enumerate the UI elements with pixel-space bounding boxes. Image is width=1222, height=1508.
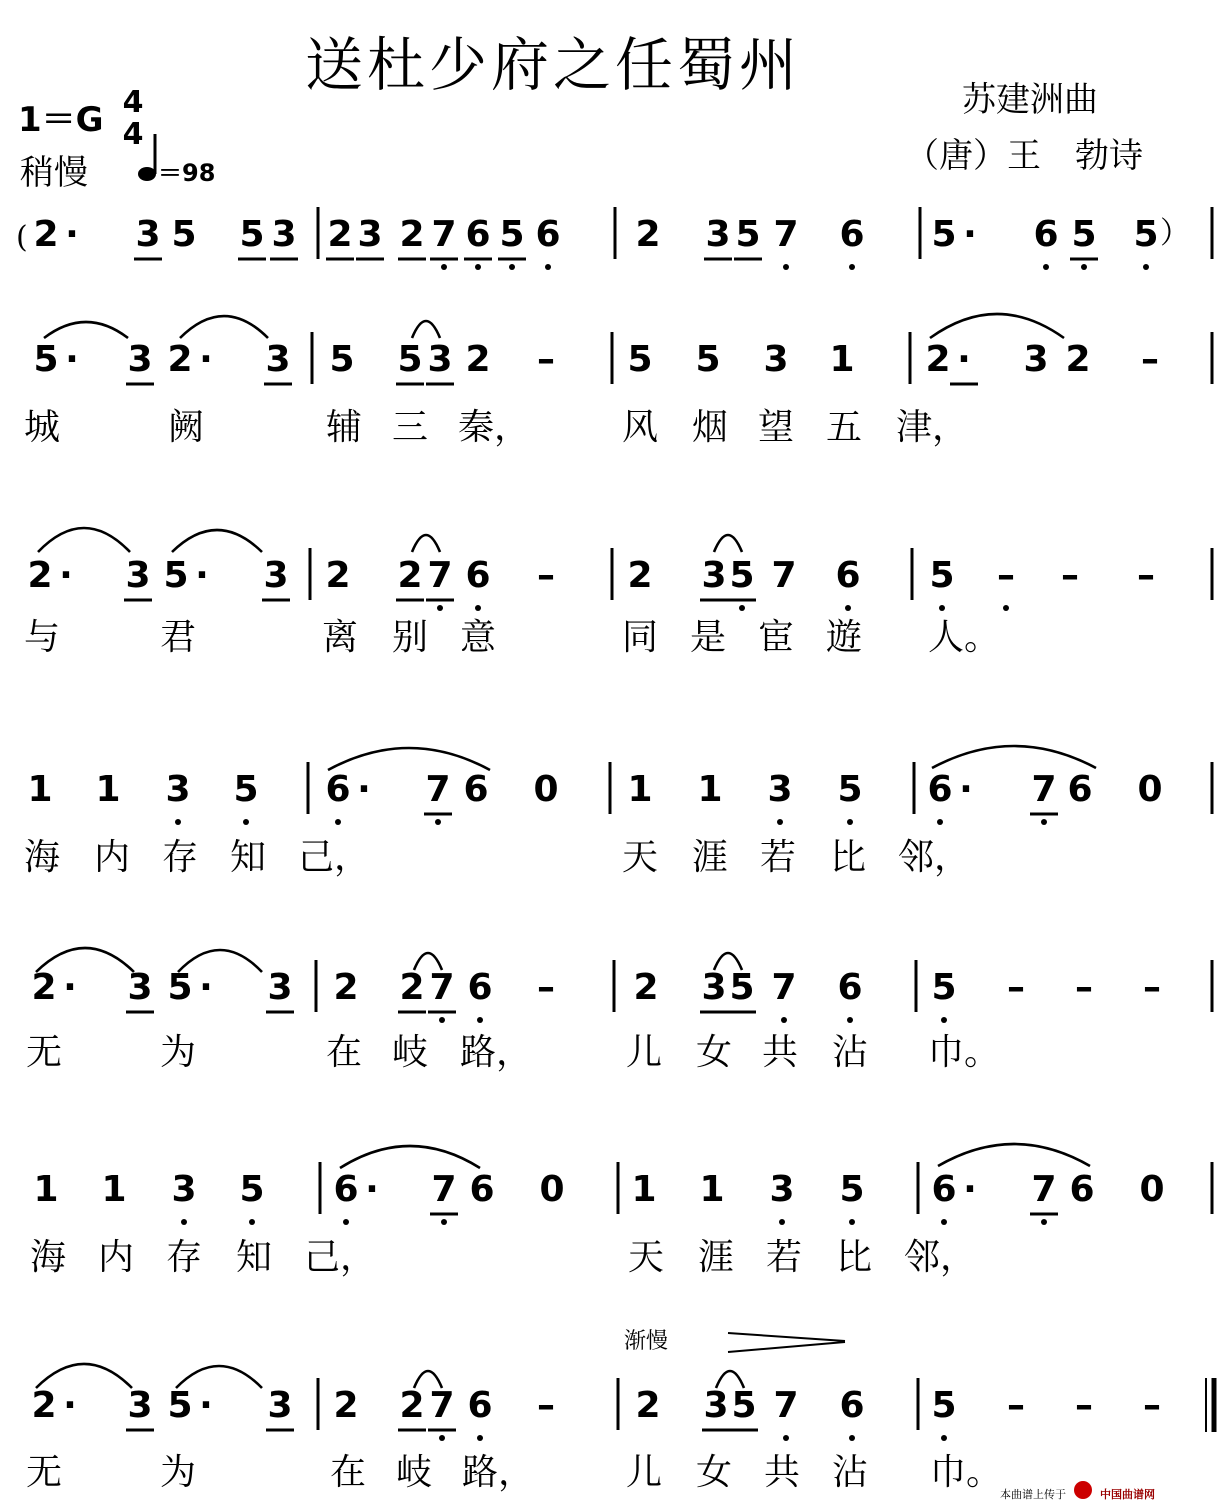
lyric-syllable: 沾: [832, 1032, 869, 1073]
lower-octave-dot: [243, 819, 249, 825]
lyric-syllable: 存: [162, 837, 199, 878]
fermata-arc: [412, 321, 440, 338]
note-digit: 3: [165, 769, 191, 810]
note-digit: 7: [427, 555, 453, 596]
note-digit: 2: [925, 339, 951, 380]
lower-octave-dot: [847, 1017, 853, 1023]
lyric-syllable: 阙: [168, 407, 205, 448]
augmentation-dot: ·: [357, 769, 371, 810]
note-digit: 5: [233, 769, 259, 810]
lower-octave-dot: [435, 819, 441, 825]
dash-sustain: –: [1141, 339, 1159, 380]
lower-octave-dot: [1041, 1219, 1047, 1225]
note-digit: 5: [729, 967, 755, 1008]
lyric-syllable: 若: [760, 837, 797, 878]
augmentation-dot: ·: [195, 555, 209, 596]
note-digit: 5: [171, 214, 197, 255]
lower-octave-dot: [1003, 605, 1009, 611]
lyric-syllable: 同: [622, 617, 659, 658]
augmentation-dot: ·: [199, 967, 213, 1008]
slur-arc: [172, 530, 262, 552]
lyric-syllable: 路，: [462, 1452, 535, 1493]
note-digit: 1: [33, 1169, 59, 1210]
augmentation-dot: ·: [199, 339, 213, 380]
note-digit: 3: [763, 339, 789, 380]
lower-octave-dot: [441, 1219, 447, 1225]
lyric-syllable: 存: [166, 1237, 203, 1278]
lyric-syllable: 无: [26, 1452, 63, 1493]
note-digit: 1: [829, 339, 855, 380]
dash-sustain: –: [1061, 555, 1079, 596]
note-digit: 5: [729, 555, 755, 596]
note-digit: 3: [767, 769, 793, 810]
note-digit: 2: [399, 214, 425, 255]
note-digit: 6: [535, 214, 561, 255]
note-digit: 2: [1065, 339, 1091, 380]
lyric-syllable: 天: [628, 1237, 665, 1278]
note-digit: 6: [835, 555, 861, 596]
lower-octave-dot: [509, 264, 515, 270]
lower-octave-dot: [335, 819, 341, 825]
footer-upload-text: 本曲谱上传于: [1000, 1488, 1066, 1501]
note-digit: 3: [701, 555, 727, 596]
site-logo-icon: [1074, 1481, 1092, 1499]
lyric-syllable: 知: [230, 837, 267, 878]
augmentation-dot: ·: [63, 967, 77, 1008]
note-digit: 7: [773, 1385, 799, 1426]
intro-close-paren: ）: [1160, 216, 1190, 251]
note-digit: 3: [127, 967, 153, 1008]
note-digit: 3: [263, 555, 289, 596]
note-digit: 5: [163, 555, 189, 596]
slur-arc: [180, 316, 268, 338]
note-digit: 7: [1031, 769, 1057, 810]
note-digit: 2: [399, 1385, 425, 1426]
note-digit: 5: [839, 1169, 865, 1210]
note-digit: 2: [33, 214, 59, 255]
lyric-syllable: 五: [826, 407, 863, 448]
lyric-syllable: 内: [98, 1237, 135, 1278]
note-digit: 0: [533, 769, 559, 810]
note-digit: 3: [703, 1385, 729, 1426]
note-digit: 5: [397, 339, 423, 380]
note-digit: 5: [731, 1385, 757, 1426]
note-digit: 1: [631, 1169, 657, 1210]
note-digit: 3: [1023, 339, 1049, 380]
dash-sustain: –: [1143, 967, 1161, 1008]
dash-sustain: –: [1137, 555, 1155, 596]
lower-octave-dot: [783, 264, 789, 270]
lyric-syllable: 巾。: [930, 1452, 1003, 1493]
lyric-syllable: 共: [764, 1452, 801, 1493]
note-digit: 1: [627, 769, 653, 810]
dash-sustain: –: [1007, 1385, 1025, 1426]
note-digit: 6: [1067, 769, 1093, 810]
note-digit: 7: [431, 1169, 457, 1210]
lyric-syllable: 三: [392, 407, 429, 448]
dash-sustain: –: [997, 555, 1015, 596]
lyric-syllable: 己，: [298, 837, 371, 878]
song-title: 送杜少府之任蜀州: [305, 31, 802, 99]
lyric-syllable: 岐: [392, 1032, 429, 1073]
lower-octave-dot: [249, 1219, 255, 1225]
dash-sustain: –: [1007, 967, 1025, 1008]
tempo-text: 稍慢: [20, 153, 88, 193]
slur-arc: [938, 1144, 1090, 1166]
note-digit: 6: [333, 1169, 359, 1210]
note-digit: 6: [467, 967, 493, 1008]
note-digit: 2: [31, 1385, 57, 1426]
lyric-syllable: 遊: [826, 617, 863, 658]
slur-arc: [38, 528, 130, 552]
augmentation-dot: ·: [963, 1169, 977, 1210]
lyric-syllable: 意: [460, 617, 497, 658]
lyric-syllable: 风: [622, 407, 659, 448]
augmentation-dot: ·: [59, 555, 73, 596]
augmentation-dot: ·: [199, 1385, 213, 1426]
lower-octave-dot: [175, 819, 181, 825]
note-digit: 5: [167, 967, 193, 1008]
lower-octave-dot: [779, 1219, 785, 1225]
lower-octave-dot: [475, 605, 481, 611]
lower-octave-dot: [1043, 264, 1049, 270]
lyric-syllable: 君: [160, 617, 197, 658]
note-digit: 1: [95, 769, 121, 810]
note-digit: 5: [239, 1169, 265, 1210]
lyric-syllable: 为: [160, 1032, 197, 1073]
lyric-syllable: 人。: [928, 617, 1001, 658]
note-digit: 2: [399, 967, 425, 1008]
note-digit: 6: [839, 214, 865, 255]
note-digit: 2: [327, 214, 353, 255]
lower-octave-dot: [477, 1017, 483, 1023]
dash-sustain: –: [1143, 1385, 1161, 1426]
note-digit: 5: [33, 339, 59, 380]
note-digit: 0: [539, 1169, 565, 1210]
lyric-syllable: 是: [690, 617, 727, 658]
lyric-syllable: 比: [836, 1237, 873, 1278]
note-digit: 2: [397, 555, 423, 596]
intro-open-paren: (: [16, 220, 28, 255]
note-digit: 3: [135, 214, 161, 255]
lower-octave-dot: [1143, 264, 1149, 270]
slur-arc: [932, 746, 1096, 768]
note-digit: 6: [839, 1385, 865, 1426]
note-digit: 6: [467, 1385, 493, 1426]
lyric-syllable: 宦: [758, 617, 795, 658]
lyric-syllable: 无: [26, 1032, 63, 1073]
fermata-arc: [714, 535, 742, 552]
slur-arc: [44, 322, 128, 338]
lyricist-credit: （唐）王 勃诗: [905, 136, 1143, 176]
note-digit: 2: [635, 1385, 661, 1426]
fermata-arc: [412, 535, 440, 552]
lyric-syllable: 巾。: [928, 1032, 1001, 1073]
note-digit: 2: [633, 967, 659, 1008]
note-digit: 6: [325, 769, 351, 810]
note-digit: 3: [701, 967, 727, 1008]
dash-sustain: –: [537, 555, 555, 596]
note-digit: 5: [239, 214, 265, 255]
note-digit: 3: [705, 214, 731, 255]
expression-mark: 渐慢: [624, 1329, 669, 1354]
lyric-syllable: 共: [762, 1032, 799, 1073]
note-digit: 3: [265, 339, 291, 380]
lyric-syllable: 为: [160, 1452, 197, 1493]
lower-octave-dot: [847, 819, 853, 825]
note-digit: 6: [837, 967, 863, 1008]
lower-octave-dot: [181, 1219, 187, 1225]
slur-arc: [930, 314, 1064, 338]
lyric-syllable: 秦，: [458, 407, 531, 448]
time-signature-bottom: 4: [122, 117, 144, 152]
note-digit: 2: [465, 339, 491, 380]
lyric-syllable: 岐: [396, 1452, 433, 1493]
note-digit: 3: [427, 339, 453, 380]
lyric-syllable: 路，: [460, 1032, 533, 1073]
lyric-syllable: 知: [236, 1237, 273, 1278]
lyric-syllable: 己，: [304, 1237, 377, 1278]
lower-octave-dot: [937, 819, 943, 825]
lower-octave-dot: [941, 1435, 947, 1441]
lyric-syllable: 辅: [326, 407, 363, 448]
augmentation-dot: ·: [65, 339, 79, 380]
lower-octave-dot: [939, 605, 945, 611]
lower-octave-dot: [781, 1017, 787, 1023]
note-digit: 5: [499, 214, 525, 255]
lyric-syllable: 儿: [626, 1032, 663, 1073]
augmentation-dot: ·: [959, 769, 973, 810]
lyric-syllable: 若: [766, 1237, 803, 1278]
lower-octave-dot: [545, 264, 551, 270]
lower-octave-dot: [441, 264, 447, 270]
lower-octave-dot: [439, 1435, 445, 1441]
note-digit: 3: [271, 214, 297, 255]
lower-octave-dot: [739, 605, 745, 611]
note-digit: 6: [469, 1169, 495, 1210]
lower-octave-dot: [475, 264, 481, 270]
lower-octave-dot: [849, 264, 855, 270]
note-digit: 5: [931, 1385, 957, 1426]
lyric-syllable: 涯: [698, 1237, 735, 1278]
lower-octave-dot: [849, 1219, 855, 1225]
augmentation-dot: ·: [957, 339, 971, 380]
lower-octave-dot: [343, 1219, 349, 1225]
augmentation-dot: ·: [65, 214, 79, 255]
lower-octave-dot: [941, 1017, 947, 1023]
note-digit: 6: [927, 769, 953, 810]
note-digit: 5: [167, 1385, 193, 1426]
slur-arc: [340, 1146, 480, 1168]
note-digit: 2: [333, 1385, 359, 1426]
note-digit: 2: [27, 555, 53, 596]
dash-sustain: –: [1075, 967, 1093, 1008]
note-digit: 7: [431, 214, 457, 255]
note-digit: 3: [125, 555, 151, 596]
note-digit: 7: [773, 214, 799, 255]
lyric-syllable: 别: [392, 617, 429, 658]
lower-octave-dot: [783, 1435, 789, 1441]
lyric-syllable: 离: [322, 617, 359, 658]
lyric-syllable: 内: [94, 837, 131, 878]
note-digit: 3: [267, 1385, 293, 1426]
note-digit: 1: [101, 1169, 127, 1210]
lyric-syllable: 海: [30, 1237, 67, 1278]
note-digit: 2: [627, 555, 653, 596]
note-digit: 6: [931, 1169, 957, 1210]
lower-octave-dot: [1041, 819, 1047, 825]
note-digit: 0: [1137, 769, 1163, 810]
note-digit: 7: [425, 769, 451, 810]
note-digit: 2: [31, 967, 57, 1008]
lyric-syllable: 比: [830, 837, 867, 878]
lower-octave-dot: [477, 1435, 483, 1441]
note-digit: 5: [695, 339, 721, 380]
composer-credit: 苏建洲曲: [962, 80, 1098, 120]
note-digit: 6: [463, 769, 489, 810]
lyric-syllable: 烟: [692, 407, 729, 448]
augmentation-dot: ·: [963, 214, 977, 255]
note-digit: 5: [929, 555, 955, 596]
note-digit: 3: [357, 214, 383, 255]
lower-octave-dot: [1081, 264, 1087, 270]
lyric-syllable: 邻，: [898, 837, 971, 878]
note-digit: 3: [127, 339, 153, 380]
augmentation-dot: ·: [365, 1169, 379, 1210]
note-digit: 2: [333, 967, 359, 1008]
key-signature: 1＝G: [18, 100, 104, 140]
note-digit: 7: [771, 555, 797, 596]
note-digit: 5: [329, 339, 355, 380]
note-digit: 1: [697, 769, 723, 810]
slur-arc: [328, 748, 490, 770]
note-digit: 3: [769, 1169, 795, 1210]
lyric-syllable: 女: [696, 1452, 733, 1493]
lower-octave-dot: [439, 1017, 445, 1023]
note-digit: 5: [1133, 214, 1159, 255]
decrescendo-hairpin-upper: [728, 1333, 845, 1341]
note-digit: 3: [267, 967, 293, 1008]
note-digit: 1: [27, 769, 53, 810]
lower-octave-dot: [845, 605, 851, 611]
note-digit: 5: [627, 339, 653, 380]
note-digit: 2: [167, 339, 193, 380]
lyric-syllable: 女: [696, 1032, 733, 1073]
lyric-syllable: 津，: [896, 407, 969, 448]
note-digit: 2: [635, 214, 661, 255]
note-digit: 6: [1069, 1169, 1095, 1210]
lyric-syllable: 海: [24, 837, 61, 878]
lower-octave-dot: [777, 819, 783, 825]
note-digit: 3: [127, 1385, 153, 1426]
note-digit: 7: [1031, 1169, 1057, 1210]
lyric-syllable: 与: [24, 617, 61, 658]
footer-site-name: 中国曲谱网: [1100, 1488, 1155, 1501]
note-digit: 6: [465, 214, 491, 255]
note-digit: 7: [429, 967, 455, 1008]
dash-sustain: –: [537, 339, 555, 380]
lyric-syllable: 天: [622, 837, 659, 878]
augmentation-dot: ·: [63, 1385, 77, 1426]
dash-sustain: –: [1075, 1385, 1093, 1426]
note-digit: 2: [325, 555, 351, 596]
note-digit: 5: [837, 769, 863, 810]
note-digit: 5: [735, 214, 761, 255]
note-digit: 5: [1071, 214, 1097, 255]
lyric-syllable: 邻，: [904, 1237, 977, 1278]
decrescendo-hairpin-lower: [728, 1342, 845, 1352]
note-digit: 0: [1139, 1169, 1165, 1210]
lower-octave-dot: [437, 605, 443, 611]
lyric-syllable: 城: [24, 407, 61, 448]
lower-octave-dot: [941, 1219, 947, 1225]
time-signature-top: 4: [122, 85, 144, 120]
lyric-syllable: 涯: [692, 837, 729, 878]
lyric-syllable: 沾: [832, 1452, 869, 1493]
note-digit: 1: [699, 1169, 725, 1210]
note-digit: 3: [171, 1169, 197, 1210]
lyric-syllable: 在: [326, 1032, 363, 1073]
dash-sustain: –: [537, 967, 555, 1008]
lower-octave-dot: [849, 1435, 855, 1441]
note-digit: 5: [931, 214, 957, 255]
note-digit: 7: [771, 967, 797, 1008]
dash-sustain: –: [537, 1385, 555, 1426]
lyric-syllable: 望: [758, 407, 795, 448]
note-digit: 5: [931, 967, 957, 1008]
note-digit: 6: [1033, 214, 1059, 255]
note-digit: 7: [429, 1385, 455, 1426]
lyric-syllable: 儿: [626, 1452, 663, 1493]
note-digit: 6: [465, 555, 491, 596]
lyric-syllable: 在: [330, 1452, 367, 1493]
tempo-value: ＝98: [158, 159, 216, 187]
